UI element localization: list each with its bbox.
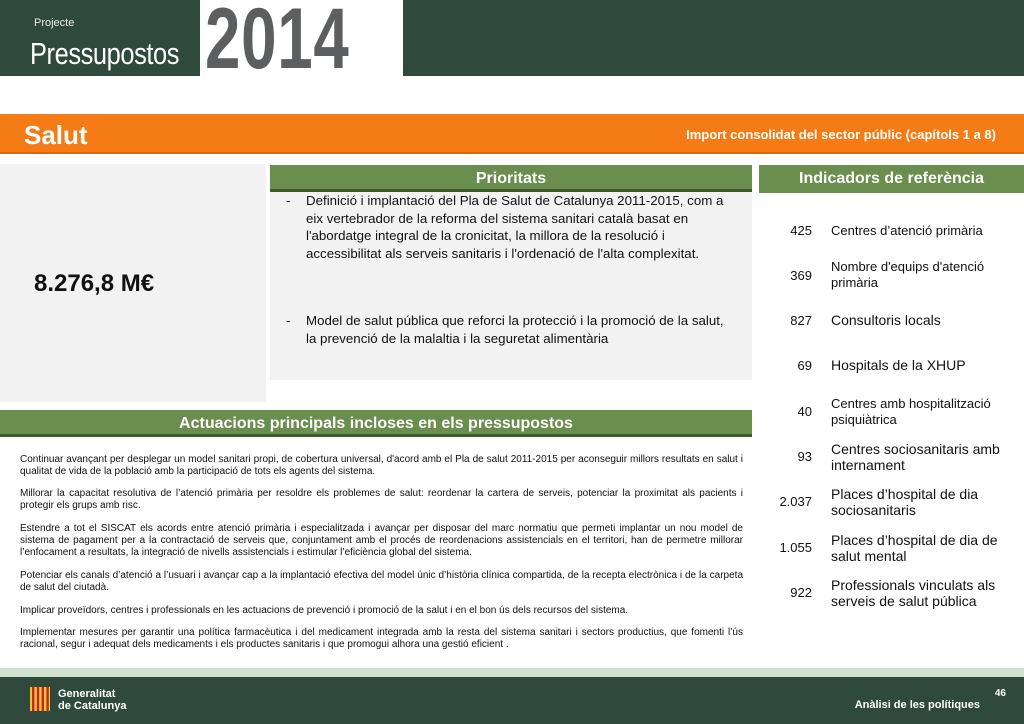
indicator-label: Hospitals de la XHUP [831, 357, 966, 373]
title-bar [0, 114, 1024, 154]
generalitat-line1: Generalitat [58, 688, 116, 700]
prioritats-heading [270, 165, 752, 192]
prioritat-item [286, 312, 726, 347]
prioritat-text: Definició i implantació del Pla de Salut de Catalunya 2011-2015, com a eix vertebrador de la reforma del sistema sanitari català basat en l'abordatge integral de la cronicitat, la millora de la resolució i accessibilitat als serveis sanitaris i l'ordenació de l'alta complexitat. [306, 193, 724, 261]
indicator-value: 93 [797, 449, 812, 464]
indicator-value: 2.037 [779, 494, 812, 509]
actuacions-heading [0, 410, 752, 437]
indicator-value: 922 [790, 585, 812, 600]
actuacio-paragraph: Millorar la capacitat resolutiva de l’atenció primària per resoldre els problemes de salut: reordenar la cartera de serveis, potenciar la proximitat als pacients i protegir els grups amb risc. [20, 488, 743, 512]
indicator-value: 369 [790, 268, 812, 283]
prioritat-text: Model de salut pública que reforci la protecció i la promoció de la salut, la prevenció de la malaltia i la seguretat alimentària [306, 313, 724, 346]
footer-stripe [0, 668, 1024, 677]
prioritat-item [286, 192, 726, 262]
indicator-value: 1.055 [779, 540, 812, 555]
header-projecte: Projecte [34, 17, 75, 29]
actuacio-paragraph: Implicar proveïdors, centres i professionals en les actuacions de prevenció i promoció de la salut i en el bon ús dels recursos del sistema. [20, 605, 629, 616]
actuacio-paragraph: Implementar mesures per garantir una política farmacèutica i del medicament integrada amb la resta del sistema sanitari i sectors productius, que fomenti l’ús racional, segur i adequat dels medicaments i els productes sanitaris i que promogui alhora una gestió eficient . [20, 627, 743, 651]
indicadors-heading [759, 165, 1024, 193]
bullet-dash: - [286, 313, 291, 328]
indicator-label: Consultoris locals [831, 312, 941, 328]
footer-section-label: Anàlisi de les polítiques [854, 699, 980, 711]
budget-amount: 8.276,8 M€ [34, 270, 155, 297]
actuacions-heading-text: Actuacions principals incloses en els pressupostos [179, 415, 573, 432]
indicator-value: 827 [790, 313, 812, 328]
indicator-label: Professionals vinculats als serveis de salut pública [831, 577, 996, 609]
indicator-label: Places d’hospital de dia de salut mental [831, 532, 998, 564]
page-subtitle: Import consolidat del sector públic (capítols 1 a 8) [686, 127, 996, 142]
indicator-label: Nombre d'equips d'atenció primària [831, 259, 985, 290]
header-year: 2014 [205, 0, 350, 87]
indicator-label: Centres d’atenció primària [831, 223, 983, 238]
page-title: Salut [24, 120, 88, 150]
generalitat-logo-icon [30, 687, 50, 711]
header-pressupostos: Pressupostos [30, 36, 180, 71]
indicator-value: 69 [797, 358, 812, 373]
indicator-label: Centres amb hospitalització psiquiàtrica [831, 396, 991, 427]
actuacio-paragraph: Estendre a tot el SISCAT els acords entre atenció primària i especialitzada i avançar per disposar del marc normatiu que permeti implantar un nou model de sistema de pagament per a la contractació de serveis que, conjuntament amb el procés de reordenacions assistencials en el territori, han de permetre millorar l’enfocament a resultats, la integració de nivells assistencials i estimular l’eficiència global del sistema. [20, 523, 743, 559]
generalitat-line2: de Catalunya [58, 700, 127, 712]
indicator-value: 425 [790, 223, 812, 238]
generalitat-wordmark [58, 688, 126, 712]
prioritats-panel [270, 192, 752, 380]
page-number: 46 [994, 688, 1006, 699]
indicator-label: Places d’hospital de dia sociosanitaris [831, 486, 979, 518]
prioritats-heading-text: Prioritats [475, 170, 547, 187]
indicator-label: Centres sociosanitaris amb internament [831, 441, 1000, 473]
amount-panel [0, 164, 266, 402]
indicadors-heading-text: Indicadors de referència [799, 170, 984, 187]
indicator-value: 40 [797, 404, 812, 419]
bullet-dash: - [286, 193, 291, 208]
actuacio-paragraph: Potenciar els canals d’atenció a l’usuari i avançar cap a la implantació efectiva del model únic d’història clínica compartida, de la recepta electrònica i de la carpeta de salut del ciutadà. [20, 570, 743, 594]
actuacio-paragraph: Continuar avançant per desplegar un model sanitari propi, de cobertura universal, d'acord amb el Pla de salut 2011-2015 per aconseguir millors resultats en salut i qualitat de vida de la població amb la participació de tots els agents del sistema. [20, 454, 743, 478]
